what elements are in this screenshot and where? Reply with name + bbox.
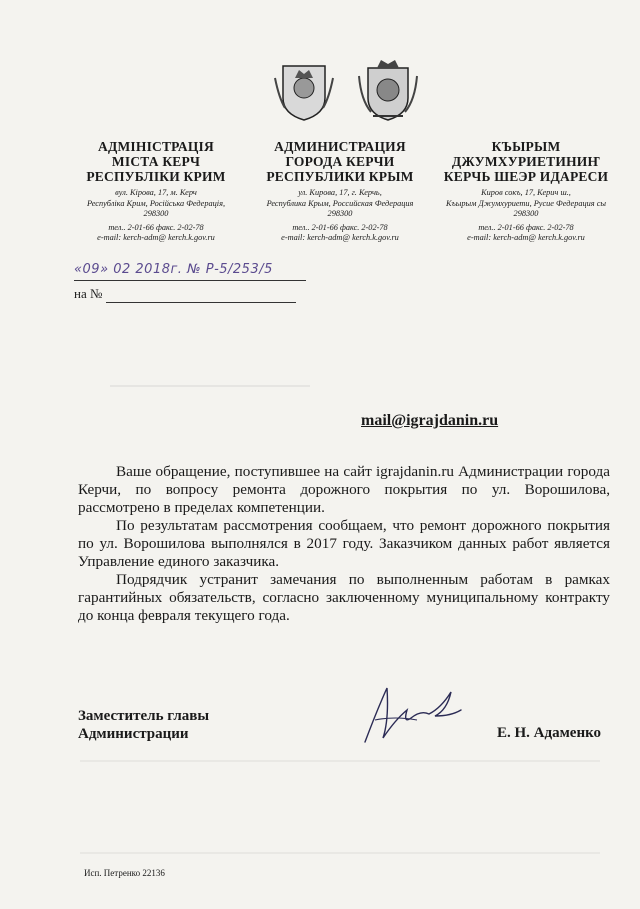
crimea-coat-of-arms xyxy=(359,60,417,120)
org-title-line: КЪЫРЫМ xyxy=(491,139,561,154)
org-title-line: ДЖУМХУРИЕТИНИҤ xyxy=(451,154,601,169)
paragraph: Ваше обращение, поступившее на сайт igrajdanin.ru Администрации города Керчи, по вопросу ремонта дорожного покрытия по ул. Ворошилова, рассмотрено в пределах компетенции. xyxy=(78,463,610,516)
org-title-line: ГОРОДА КЕРЧИ xyxy=(285,154,395,169)
phone-line: тел.. 2-01-66 факс. 2-02-78 xyxy=(478,222,574,232)
address-line: ул. Кирова, 17, г. Керчь, xyxy=(298,188,382,197)
position-line: Заместитель главы xyxy=(78,708,210,724)
letter-body xyxy=(78,463,610,625)
org-title-line: КЕРЧЬ ШЕЭР ИДАРЕСИ xyxy=(443,169,609,184)
header-column-russian xyxy=(250,139,430,244)
address-line: Республіка Крим, Російська Федерація, xyxy=(86,198,226,208)
handwritten-date-number: «09» 02 2018г. № Р-5/253/5 xyxy=(74,262,273,277)
org-title-line: АДМИНИСТРАЦИЯ xyxy=(274,139,406,154)
org-title-line: РЕСПУБЛІКИ КРИМ xyxy=(86,169,226,184)
reference-number-underline xyxy=(106,302,296,303)
position-line: Администрации xyxy=(78,726,189,742)
address-line: вул. Кірова, 17, м. Керч xyxy=(115,188,197,197)
email-line: e-mail: kerch-adm@ kerch.k.gov.ru xyxy=(281,233,399,242)
signatory-name: Е. Н. Адаменко xyxy=(497,725,602,741)
address-line: 298300 xyxy=(327,209,353,218)
address-line: Киров сокъ, 17, Керич ш., xyxy=(481,188,571,197)
email-line: e-mail: kerch-adm@ kerch.k.gov.ru xyxy=(467,233,585,242)
signatory-position xyxy=(78,707,209,743)
header-column-ukrainian xyxy=(66,139,246,244)
org-title-line: МІСТА КЕРЧ xyxy=(111,154,201,169)
address-line: 298300 xyxy=(513,209,539,218)
bleed-through xyxy=(80,760,600,854)
kerch-coat-of-arms xyxy=(275,66,333,120)
address-line: 298300 xyxy=(143,209,169,218)
org-title-line: АДМІНІСТРАЦІЯ xyxy=(98,139,214,154)
emblems xyxy=(273,58,423,122)
org-title-line: РЕСПУБЛИКИ КРЫМ xyxy=(266,169,414,184)
phone-line: тел.. 2-01-66 факс. 2-02-78 xyxy=(108,222,204,232)
email-line: e-mail: kerch-adm@ kerch.k.gov.ru xyxy=(97,233,215,242)
handwritten-signature xyxy=(355,680,465,750)
header-column-crimean-tatar xyxy=(436,139,616,244)
paragraph: Подрядчик устранит замечания по выполненным работам в рамках гарантийных обязательств, согласно заключенному муниципальному контракту до конца февраля текущего года. xyxy=(78,571,610,624)
recipient-email: mail@igrajdanin.ru xyxy=(361,412,499,429)
date-underline xyxy=(74,280,306,281)
executor-note: Исп. Петренко 22136 xyxy=(84,868,165,878)
paragraph: По результатам рассмотрения сообщаем, что ремонт дорожного покрытия по ул. Ворошилова выполнялся в 2017 году. Заказчиком данных работ является Управление единого заказчика. xyxy=(78,517,610,570)
phone-line: тел.. 2-01-66 факс. 2-02-78 xyxy=(292,222,388,232)
address-line: Республика Крым, Российская Федерация xyxy=(266,198,414,208)
reference-number-label: на № xyxy=(74,286,103,301)
bleed-through xyxy=(110,385,310,427)
address-line: Къырым Джумхуриети, Русие Федерация сы xyxy=(445,198,607,208)
